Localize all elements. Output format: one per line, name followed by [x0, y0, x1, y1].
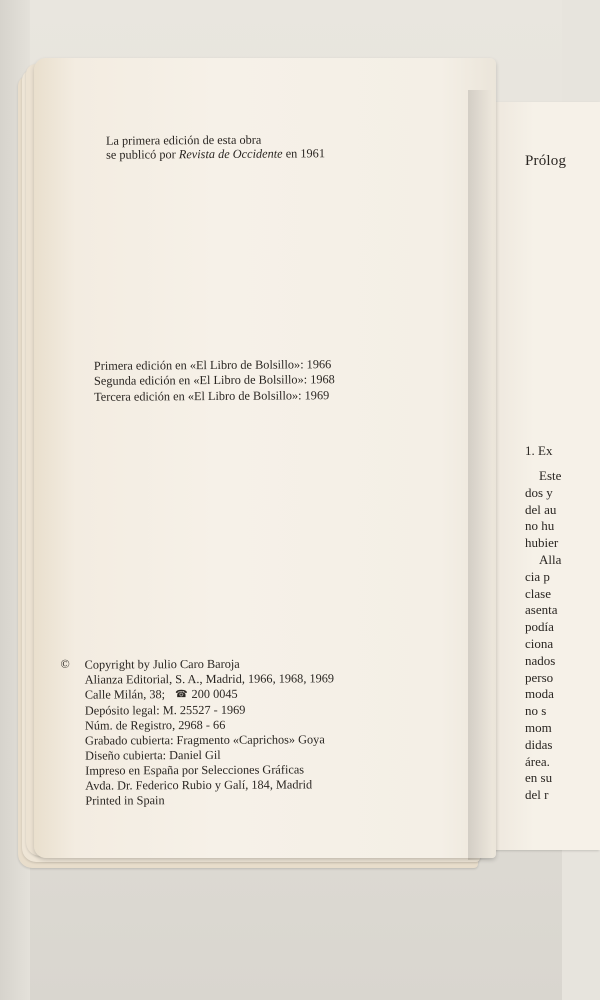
copyright-icon: © — [60, 656, 70, 671]
right-page-body-line: en su — [525, 770, 553, 786]
right-page-body-line: Este — [539, 468, 562, 483]
engraving-line: Grabado cubierta: Fragmento «Caprichos» Goya — [85, 732, 325, 748]
right-page-body-line: mom — [525, 719, 552, 735]
publisher-name-italic: Revista de Occidente — [178, 146, 283, 162]
right-page-body-line: del au — [525, 501, 557, 517]
right-page-section-heading: 1. Ex — [525, 443, 553, 458]
right-page-body-line: no hu — [525, 518, 555, 534]
right-page-body-line: podía — [525, 619, 554, 635]
right-page-body — [525, 468, 561, 804]
right-page-body-line: Alla — [539, 551, 562, 567]
right-page-body-line: ciona — [525, 635, 554, 651]
address-line: Calle Milán, 38; ☎ 200 0045 — [84, 686, 238, 702]
right-page-body-line: área. — [525, 753, 550, 769]
edition-line: Primera edición en «El Libro de Bolsillo»: 1966 — [93, 357, 332, 373]
right-page-body-line: no s — [525, 703, 547, 719]
right-page-body-line: nados — [525, 652, 556, 668]
printed-in-line: Printed in Spain — [85, 793, 165, 808]
printer-line: Impreso en España por Selecciones Gráficas — [85, 762, 305, 778]
telephone-icon: ☎ — [175, 689, 188, 701]
right-page-body-line: didas — [525, 736, 553, 752]
registry-line: Núm. de Registro, 2968 - 66 — [84, 717, 226, 733]
editions-list — [94, 357, 335, 405]
colophon — [60, 656, 335, 808]
first-edition-line-1: La primera edición de esta obra — [105, 132, 262, 148]
legal-deposit-line: Depósito legal: M. 25527 - 1969 — [84, 702, 246, 718]
right-page-body-line: clase — [525, 585, 551, 601]
right-page-title: Prólog — [525, 153, 567, 169]
right-page-body-line: cia p — [525, 568, 550, 584]
first-edition-note — [106, 132, 325, 162]
right-page-body-line: perso — [525, 669, 554, 685]
cover-design-line: Diseño cubierta: Daniel Gil — [85, 747, 221, 763]
right-page-body-line: dos y — [525, 484, 553, 500]
first-edition-line-2: se publicó por Revista de Occidente en 1961 — [106, 146, 326, 163]
edition-line: Tercera edición en «El Libro de Bolsillo»: 1969 — [94, 387, 330, 404]
right-page-body-line: del r — [525, 787, 549, 803]
right-page-body-line: hubier — [525, 535, 559, 551]
copyright-line: Copyright by Julio Caro Baroja — [84, 656, 240, 672]
publisher-line: Alianza Editorial, S. A., Madrid, 1966, 1968, 1969 — [84, 671, 335, 687]
right-page-body-line: moda — [525, 686, 554, 702]
right-page-body-line: asenta — [525, 602, 558, 618]
gutter-shadow — [468, 90, 492, 860]
edition-line: Segunda edición en «El Libro de Bolsillo»: 1968 — [93, 372, 335, 389]
printer-address-line: Avda. Dr. Federico Rubio y Galí, 184, Madrid — [85, 777, 313, 793]
